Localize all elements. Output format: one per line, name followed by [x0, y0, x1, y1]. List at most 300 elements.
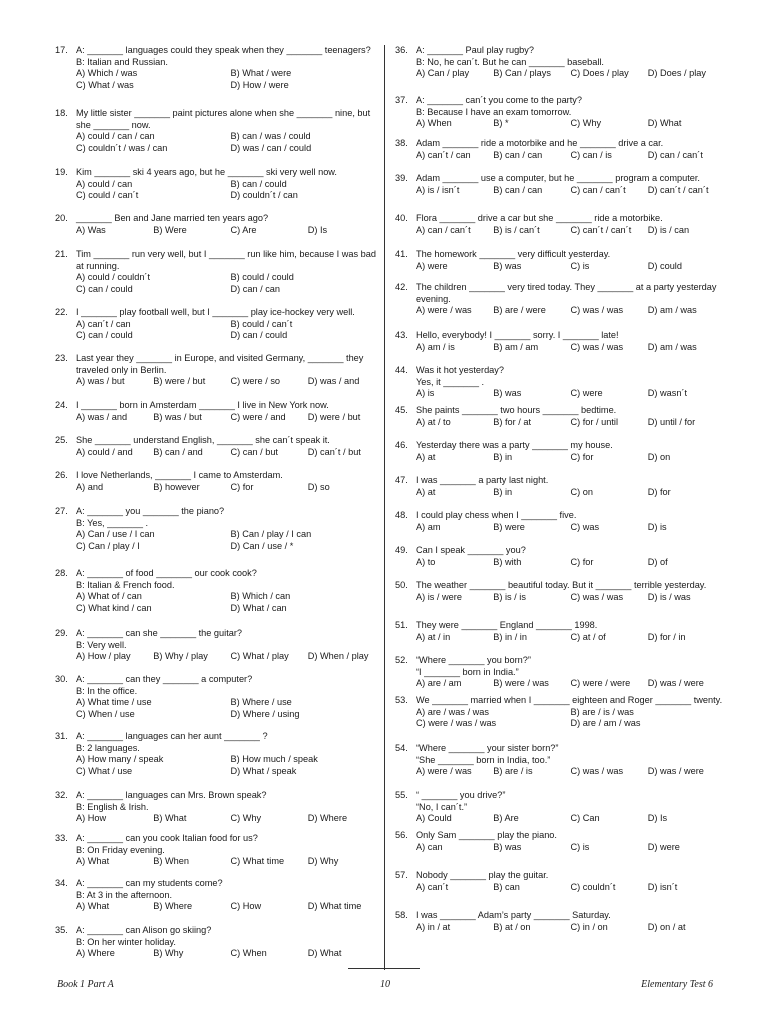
answer-option[interactable]: A) was / and	[76, 411, 128, 422]
answer-option[interactable]: C) can / could	[76, 330, 133, 341]
answer-option[interactable]: A) What of / can	[76, 591, 142, 602]
question-text: A: _______ can you cook Italian food for us?	[76, 833, 258, 843]
answer-option[interactable]: C) was / was	[570, 766, 624, 777]
answer-option[interactable]: B) in / in	[493, 631, 527, 642]
options-row	[76, 603, 385, 615]
answer-option[interactable]: D) was / and	[307, 376, 360, 387]
answer-option[interactable]: A) at	[416, 486, 436, 497]
question-number: 47.	[395, 475, 408, 485]
question-text: Adam _______ use a computer, but he _______ program a computer.	[416, 173, 700, 183]
question-item	[395, 475, 725, 498]
question-text: “Where _______ you born?”	[416, 655, 531, 665]
question-item	[55, 400, 385, 423]
question-text: B: Italian & French food.	[76, 579, 175, 590]
answer-option[interactable]: B) for / at	[493, 416, 532, 427]
question-number: 20.	[55, 213, 68, 223]
footer-test-label: Elementary Test 6	[641, 979, 713, 990]
answer-option[interactable]: A) When	[416, 118, 452, 129]
answer-option[interactable]: D) What time	[307, 901, 362, 912]
answer-option[interactable]: D) were / but	[307, 411, 361, 422]
answer-option[interactable]: C) were / and	[230, 411, 286, 422]
answer-option[interactable]: C) Why	[570, 118, 602, 129]
answer-option[interactable]: B) can / was / could	[230, 131, 311, 142]
answer-option[interactable]: C) How	[230, 901, 262, 912]
options-row	[416, 882, 725, 894]
options-row	[76, 813, 385, 825]
question-text: B: On her winter holiday.	[76, 936, 176, 947]
question-text: I love Netherlands, _______ I came to Amsterdam.	[76, 470, 283, 480]
answer-option[interactable]: A) Was	[76, 224, 106, 235]
answer-option[interactable]: D) Is	[307, 224, 328, 235]
answer-option[interactable]: B) could / could	[230, 272, 294, 283]
answer-option[interactable]: D) What	[647, 118, 682, 129]
question-text: “ _______ you drive?”	[416, 790, 506, 800]
answer-option[interactable]: A) and	[76, 481, 104, 492]
answer-option[interactable]: D) could	[647, 260, 682, 271]
answer-option[interactable]: D) can´t / but	[307, 446, 361, 457]
answer-option[interactable]: C) were / was / was	[416, 718, 497, 729]
options-row	[76, 447, 385, 459]
options-row	[76, 80, 385, 92]
answer-option[interactable]: C) can / is	[570, 149, 612, 160]
question-number: 31.	[55, 731, 68, 741]
answer-option[interactable]: A) at / to	[416, 416, 451, 427]
question-item	[55, 108, 385, 154]
answer-option[interactable]: D) are / am / was	[570, 718, 641, 729]
answer-option[interactable]: B) was / but	[153, 411, 202, 422]
answer-option[interactable]: D) What / speak	[230, 765, 297, 776]
column-divider	[384, 45, 385, 970]
answer-option[interactable]: D) on / at	[647, 921, 686, 932]
question-number: 23.	[55, 353, 68, 363]
question-item	[395, 95, 725, 130]
answer-option[interactable]: C) couldn´t / was / can	[76, 142, 168, 153]
answer-option[interactable]: A) can´t / can	[76, 318, 131, 329]
answer-option[interactable]: D) can / could	[230, 330, 288, 341]
answer-option[interactable]: B) is / can´t	[493, 224, 540, 235]
question-number: 55.	[395, 790, 408, 800]
answer-option[interactable]: A) is / were	[416, 591, 462, 602]
options-row	[76, 412, 385, 424]
options-row	[416, 487, 725, 499]
options-row	[76, 284, 385, 296]
question-number: 54.	[395, 743, 408, 753]
answer-option[interactable]: C) Why	[230, 813, 262, 824]
answer-option[interactable]: B) were	[493, 521, 525, 532]
options-row	[416, 150, 725, 162]
options-row	[76, 225, 385, 237]
answer-option[interactable]: B) were / was	[493, 678, 549, 689]
answer-option[interactable]: B) could / can´t	[230, 318, 293, 329]
answer-option[interactable]: D) am / was	[647, 305, 697, 316]
answer-option[interactable]: D) isn´t	[647, 881, 678, 892]
question-text: B: Yes, _______ .	[76, 517, 149, 528]
answer-option[interactable]: A) is / isn´t	[416, 184, 460, 195]
answer-option[interactable]: A) How	[76, 813, 107, 824]
question-text: A: _______ of food _______ our cook cook?	[76, 568, 257, 578]
question-text: We _______ married when I _______ eighteen and Roger _______ twenty.	[416, 695, 723, 705]
answer-option[interactable]: C) for	[230, 481, 254, 492]
answer-option[interactable]: D) Can / use / *	[230, 540, 294, 551]
answer-option[interactable]: B) can / can	[493, 184, 543, 195]
question-number: 38.	[395, 138, 408, 148]
answer-option[interactable]: A) in / at	[416, 921, 451, 932]
question-text: I was _______ Adam’s party _______ Saturday.	[416, 910, 611, 920]
question-text: The weather _______ beautiful today. But it _______ terrible yesterday.	[416, 580, 707, 590]
question-item	[395, 330, 725, 353]
answer-option[interactable]: A) How / play	[76, 651, 131, 662]
answer-option[interactable]: B) Where / use	[230, 697, 292, 708]
answer-option[interactable]: A) can	[416, 841, 443, 852]
question-item	[55, 925, 385, 960]
options-row	[76, 541, 385, 553]
answer-option[interactable]: D) so	[307, 481, 330, 492]
answer-option[interactable]: C) is	[570, 841, 590, 852]
answer-option[interactable]: D) Does / play	[647, 68, 706, 79]
options-row	[76, 651, 385, 663]
answer-option[interactable]: D) were	[647, 841, 680, 852]
question-item	[395, 830, 725, 853]
answer-option[interactable]: B) am / am	[493, 341, 539, 352]
question-text: Can I speak _______ you?	[416, 545, 526, 555]
answer-option[interactable]: C) were / were	[570, 678, 631, 689]
options-row	[416, 68, 725, 80]
question-item	[395, 743, 725, 778]
answer-option[interactable]: B) are / is / was	[570, 706, 634, 717]
answer-option[interactable]: D) can´t / can´t	[647, 184, 709, 195]
options-row	[76, 901, 385, 913]
answer-option[interactable]: C) could / can´t	[76, 190, 139, 201]
answer-option[interactable]: C) What kind / can	[76, 602, 152, 613]
answer-option[interactable]: A) What	[76, 856, 110, 867]
question-number: 42.	[395, 282, 408, 292]
answer-option[interactable]: B) in	[493, 486, 513, 497]
question-number: 52.	[395, 655, 408, 665]
question-text: _______ Ben and Jane married ten years ago?	[76, 213, 269, 223]
question-item	[395, 870, 725, 893]
answer-option[interactable]: A) was / but	[76, 376, 125, 387]
answer-option[interactable]: D) Where / using	[230, 708, 300, 719]
question-text: Was it hot yesterday?	[416, 365, 504, 375]
answer-option[interactable]: A) Could	[416, 813, 452, 824]
answer-option[interactable]: D) Is	[647, 813, 668, 824]
question-text: I _______ play football well, but I _______ play ice-hockey very well.	[76, 307, 355, 317]
options-row	[416, 225, 725, 237]
answer-option[interactable]: C) When / use	[76, 708, 135, 719]
answer-option[interactable]: A) are / am	[416, 678, 462, 689]
answer-option[interactable]: B) at / on	[493, 921, 531, 932]
question-item	[395, 790, 725, 825]
answer-option[interactable]: D) of	[647, 556, 668, 567]
answer-option[interactable]: A) How many / speak	[76, 754, 164, 765]
answer-option[interactable]: C) were / so	[230, 376, 281, 387]
answer-option[interactable]: B) When	[153, 856, 189, 867]
answer-option[interactable]: B) Where	[153, 901, 193, 912]
options-row	[416, 678, 725, 690]
question-text: “She _______ born in India, too.”	[416, 754, 551, 765]
answer-option[interactable]: A) were / was	[416, 305, 472, 316]
answer-option[interactable]: D) couldn´t / can	[230, 190, 298, 201]
question-item	[395, 365, 725, 400]
answer-option[interactable]: D) wasn´t	[647, 388, 688, 399]
answer-option[interactable]: C) in / on	[570, 921, 608, 932]
question-text: A: _______ you _______ the piano?	[76, 506, 225, 516]
answer-option[interactable]: B) however	[153, 481, 200, 492]
answer-option[interactable]: C) were	[570, 388, 603, 399]
question-text: A: _______ can Alison go skiing?	[76, 925, 212, 935]
question-item	[55, 833, 385, 868]
answer-option[interactable]: C) on	[570, 486, 593, 497]
options-row	[416, 388, 725, 400]
question-number: 33.	[55, 833, 68, 843]
answer-option[interactable]: B) can / can	[493, 149, 543, 160]
question-number: 27.	[55, 506, 68, 516]
question-text: She paints _______ two hours _______ bedtime.	[416, 405, 617, 415]
question-number: 17.	[55, 45, 68, 55]
question-text: Only Sam _______ play the piano.	[416, 830, 557, 840]
answer-option[interactable]: D) Where	[307, 813, 348, 824]
question-number: 36.	[395, 45, 408, 55]
answer-option[interactable]: A) at / in	[416, 631, 451, 642]
answer-option[interactable]: A) could / couldn´t	[76, 272, 151, 283]
options-row	[76, 319, 385, 331]
answer-option[interactable]: D) is / was	[647, 591, 691, 602]
question-text: B: English & Irish.	[76, 801, 149, 812]
answer-option[interactable]: C) can / can´t	[570, 184, 626, 195]
answer-option[interactable]: B) are / were	[493, 305, 546, 316]
question-item	[55, 470, 385, 493]
answer-option[interactable]: D) was / can / could	[230, 142, 312, 153]
options-row	[76, 709, 385, 721]
options-row	[76, 766, 385, 778]
answer-option[interactable]: C) can´t / can´t	[570, 224, 632, 235]
question-item	[395, 620, 725, 643]
question-number: 44.	[395, 365, 408, 375]
question-text: The homework _______ very difficult yesterday.	[416, 249, 611, 259]
question-item	[395, 138, 725, 161]
answer-option[interactable]: B) was	[493, 260, 522, 271]
question-text: I _______ born in Amsterdam _______ I live in New York now.	[76, 400, 329, 410]
question-text: B: On Friday evening.	[76, 844, 165, 855]
answer-option[interactable]: D) can / can´t	[647, 149, 703, 160]
footer-book-label: Book 1 Part A	[57, 979, 114, 990]
answer-option[interactable]: C) was / was	[570, 591, 624, 602]
answer-option[interactable]: B) Can / play / I can	[230, 529, 312, 540]
question-number: 35.	[55, 925, 68, 935]
answer-option[interactable]: C) can / but	[230, 446, 278, 457]
answer-option[interactable]: B) What / were	[230, 68, 292, 79]
answer-option[interactable]: D) for / in	[647, 631, 686, 642]
question-text: Nobody _______ play the guitar.	[416, 870, 549, 880]
answer-option[interactable]: B) can	[493, 881, 520, 892]
answer-option[interactable]: A) could / can	[76, 178, 133, 189]
answer-option[interactable]: A) Which / was	[76, 68, 138, 79]
answer-option[interactable]: D) Why	[307, 856, 339, 867]
question-text: I was _______ a party last night.	[416, 475, 549, 485]
answer-option[interactable]: C) Does / play	[570, 68, 629, 79]
question-item	[55, 249, 385, 295]
answer-option[interactable]: D) What	[307, 948, 342, 959]
answer-option[interactable]: C) for / until	[570, 416, 618, 427]
answer-option[interactable]: D) until / for	[647, 416, 696, 427]
answer-option[interactable]: C) couldn´t	[570, 881, 616, 892]
question-item	[55, 628, 385, 663]
question-number: 28.	[55, 568, 68, 578]
options-row	[76, 529, 385, 541]
answer-option[interactable]: A) Can / use / I can	[76, 529, 155, 540]
answer-option[interactable]: D) What / can	[230, 602, 287, 613]
question-item	[395, 510, 725, 533]
question-text: B: Very well.	[76, 639, 127, 650]
options-row	[416, 592, 725, 604]
answer-option[interactable]: B) with	[493, 556, 522, 567]
answer-option[interactable]: C) was / was	[570, 305, 624, 316]
answer-option[interactable]: B) Were	[153, 224, 187, 235]
answer-option[interactable]: C) was / was	[570, 341, 624, 352]
question-item	[55, 568, 385, 614]
answer-option[interactable]: A) am	[416, 521, 441, 532]
question-text: I could play chess when I _______ five.	[416, 510, 577, 520]
options-row	[416, 632, 725, 644]
question-number: 49.	[395, 545, 408, 555]
question-number: 37.	[395, 95, 408, 105]
answer-option[interactable]: C) for	[570, 451, 594, 462]
options-row	[76, 591, 385, 603]
answer-option[interactable]: B) were / but	[153, 376, 206, 387]
answer-option[interactable]: A) are / was / was	[416, 706, 490, 717]
answer-option[interactable]: C) Can / play / I	[76, 540, 140, 551]
answer-option[interactable]: B) in	[493, 451, 513, 462]
answer-option[interactable]: A) were	[416, 260, 448, 271]
answer-option[interactable]: D) When / play	[307, 651, 369, 662]
answer-option[interactable]: C) at / of	[570, 631, 606, 642]
answer-option[interactable]: D) is / can	[647, 224, 690, 235]
answer-option[interactable]: A) could / can / can	[76, 131, 155, 142]
answer-option[interactable]: A) is	[416, 388, 435, 399]
answer-option[interactable]: A) to	[416, 556, 436, 567]
question-number: 18.	[55, 108, 68, 118]
answer-option[interactable]: B) Can / plays	[493, 68, 551, 79]
question-number: 57.	[395, 870, 408, 880]
answer-option[interactable]: B) was	[493, 388, 522, 399]
answer-option[interactable]: A) Where	[76, 948, 115, 959]
answer-option[interactable]: C) What time	[230, 856, 285, 867]
options-row	[416, 261, 725, 273]
options-row	[416, 557, 725, 569]
answer-option[interactable]: C) for	[570, 556, 594, 567]
answer-option[interactable]: C) Are	[230, 224, 257, 235]
answer-option[interactable]: B) are / is	[493, 766, 533, 777]
question-number: 50.	[395, 580, 408, 590]
question-text: Kim _______ ski 4 years ago, but he _______ ski very well now.	[76, 167, 337, 177]
answer-option[interactable]: C) was	[570, 521, 600, 532]
answer-option[interactable]: A) What	[76, 901, 110, 912]
answer-option[interactable]: C) Can	[570, 813, 600, 824]
answer-option[interactable]: B) *	[493, 118, 509, 129]
question-item	[55, 790, 385, 825]
question-number: 29.	[55, 628, 68, 638]
answer-option[interactable]: A) were / was	[416, 766, 472, 777]
question-item	[55, 674, 385, 720]
answer-option[interactable]: B) can / could	[230, 178, 287, 189]
question-item	[395, 173, 725, 196]
options-row	[76, 754, 385, 766]
question-item	[395, 580, 725, 603]
question-item	[395, 213, 725, 236]
options-row	[416, 185, 725, 197]
question-item	[55, 435, 385, 458]
answer-option[interactable]: D) is	[647, 521, 667, 532]
answer-option[interactable]: A) am / is	[416, 341, 455, 352]
answer-option[interactable]: D) can / can	[230, 283, 281, 294]
question-text: The children _______ very tired today. They _______ at a party yesterday	[416, 282, 717, 292]
question-number: 41.	[395, 249, 408, 259]
options-row	[416, 305, 725, 317]
answer-option[interactable]: B) Why	[153, 948, 184, 959]
answer-option[interactable]: D) was / were	[647, 766, 704, 777]
answer-option[interactable]: A) can´t	[416, 881, 449, 892]
footer-page-number: 10	[380, 979, 390, 990]
answer-option[interactable]: C) What / play	[230, 651, 289, 662]
question-text: A: _______ languages could they speak when they _______ teenagers?	[76, 45, 371, 55]
question-text: she _______ now.	[76, 119, 151, 130]
answer-option[interactable]: B) How much / speak	[230, 754, 318, 765]
answer-option[interactable]: C) can / could	[76, 283, 133, 294]
answer-option[interactable]: B) is / is	[493, 591, 526, 602]
question-text: A: _______ can´t you come to the party?	[416, 95, 582, 105]
options-row	[76, 482, 385, 494]
answer-option[interactable]: B) can / and	[153, 446, 203, 457]
answer-option[interactable]: B) Are	[493, 813, 519, 824]
question-number: 26.	[55, 470, 68, 480]
answer-option[interactable]: C) What / use	[76, 765, 133, 776]
answer-option[interactable]: C) What / was	[76, 79, 134, 90]
answer-option[interactable]: B) was	[493, 841, 522, 852]
question-number: 45.	[395, 405, 408, 415]
question-text: Hello, everybody! I _______ sorry. I _______ late!	[416, 330, 619, 340]
answer-option[interactable]: B) What	[153, 813, 187, 824]
answer-option[interactable]: A) What time / use	[76, 697, 152, 708]
answer-option[interactable]: D) am / was	[647, 341, 697, 352]
question-text: Yes, it _______ .	[416, 376, 485, 387]
answer-option[interactable]: B) Why / play	[153, 651, 208, 662]
answer-option[interactable]: D) on	[647, 451, 671, 462]
answer-option[interactable]: A) Can / play	[416, 68, 470, 79]
options-row	[416, 522, 725, 534]
question-number: 25.	[55, 435, 68, 445]
question-text: B: At 3 in the afternoon.	[76, 889, 173, 900]
question-item	[395, 695, 725, 730]
options-row	[76, 948, 385, 960]
question-number: 51.	[395, 620, 408, 630]
question-text: Adam _______ ride a motorbike and he _______ drive a car.	[416, 138, 664, 148]
answer-option[interactable]: D) for	[647, 486, 671, 497]
answer-option[interactable]: A) can´t / can	[416, 149, 471, 160]
answer-option[interactable]: A) can / can´t	[416, 224, 471, 235]
answer-option[interactable]: C) When	[230, 948, 267, 959]
options-row	[76, 272, 385, 284]
question-number: 53.	[395, 695, 408, 705]
options-row	[76, 68, 385, 80]
answer-option[interactable]: D) How / were	[230, 79, 289, 90]
answer-option[interactable]: A) could / and	[76, 446, 133, 457]
answer-option[interactable]: C) is	[570, 260, 590, 271]
answer-option[interactable]: D) was / were	[647, 678, 704, 689]
answer-option[interactable]: A) at	[416, 451, 436, 462]
options-row	[416, 118, 725, 130]
answer-option[interactable]: B) Which / can	[230, 591, 291, 602]
question-item	[395, 440, 725, 463]
